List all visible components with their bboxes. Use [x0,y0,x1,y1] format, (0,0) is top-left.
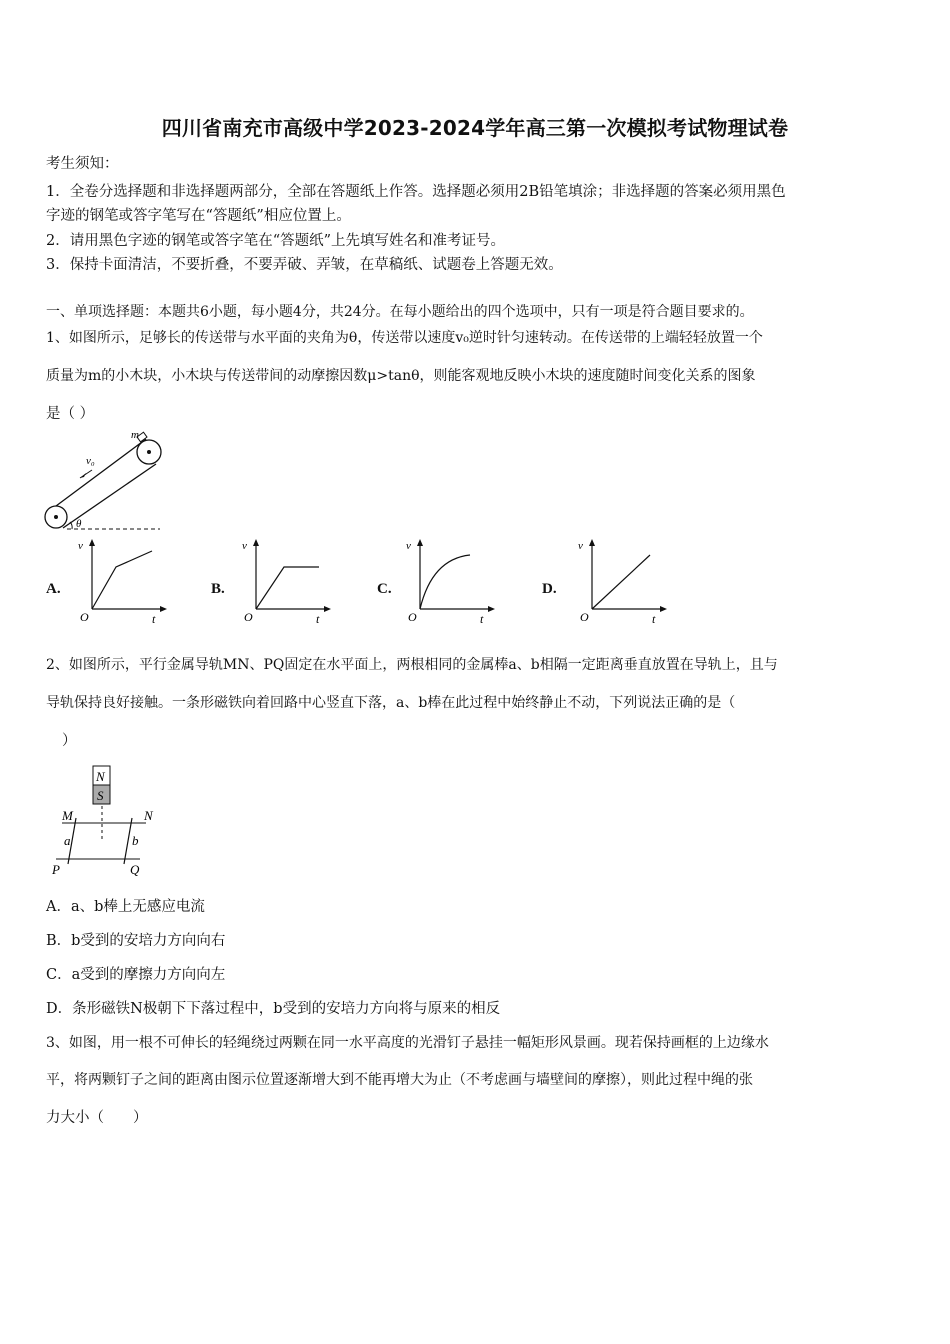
magnet-n-label: N [96,769,105,784]
option-d-graph [572,537,672,627]
choice-d: D．条形磁铁N极朝下下落过程中，b受到的安培力方向将与原来的相反 [46,1001,501,1017]
question-2-line: 导轨保持良好接触。一条形磁铁向着回路中心竖直下落，a、b棒在此过程中始终静止不动，下列说法正确的是（ [46,695,736,711]
angle-label: θ [76,518,82,530]
notice-line: 3．保持卡面清洁，不要折叠，不要弄破、弄皱，在草稿纸、试题卷上答题无效。 [46,257,563,273]
question-1-line: 是（ ） [46,406,95,422]
option-a-graph [72,537,172,627]
question-3-line: 3、如图，用一根不可伸长的轻绳绕过两颗在同一水平高度的光滑钉子悬挂一幅矩形风景画。现若保持画框的上边缘水 [46,1035,769,1051]
notice-heading: 考生须知： [46,156,119,172]
axis-t-label: t [152,612,156,626]
notice-line: 字迹的钢笔或答字笔写在“答题纸”相应位置上。 [46,208,351,224]
section-heading: 一、单项选择题：本题共6小题，每小题4分，共24分。在每小题给出的四个选项中，只有一项是符合题目要求的。 [46,304,754,320]
rail-m-label: M [62,808,73,823]
rail-p-label: P [52,862,60,877]
option-b-label: B. [211,581,225,597]
rod-b-label: b [132,833,139,848]
rod-a-label: a [64,833,71,848]
magnet-rails-figure [48,762,168,882]
option-c-label: C. [377,581,392,597]
option-d-label: D. [542,581,557,597]
origin-label: O [244,610,253,624]
page-title: 四川省南充市高级中学2023-2024学年高三第一次模拟考试物理试卷 [161,116,789,140]
choice-a: A．a、b棒上无感应电流 [46,899,205,915]
choice-c: C．a受到的摩擦力方向向左 [46,967,226,983]
notice-line: 2．请用黑色字迹的钢笔或答字笔在“答题纸”上先填写姓名和准考证号。 [46,233,506,249]
axis-v-label: v [578,540,583,552]
origin-label: O [580,610,589,624]
mass-label: m [131,429,139,441]
question-1-line: 质量为m的小木块，小木块与传送带间的动摩擦因数μ>tanθ，则能客观地反映小木块的速度随时间变化关系的图象 [46,368,756,384]
magnet-s-label: S [97,788,104,803]
origin-label: O [408,610,417,624]
option-a-label: A. [46,581,61,597]
velocity-label: v₀ [86,455,95,467]
conveyor-belt-figure [40,428,170,538]
rail-n-label: N [144,808,153,823]
axis-t-label: t [316,612,320,626]
choice-b: B．b受到的安培力方向向右 [46,933,226,949]
axis-t-label: t [480,612,484,626]
question-1-line: 1、如图所示，足够长的传送带与水平面的夹角为θ，传送带以速度v₀逆时针匀速转动。在传送带的上端轻轻放置一个 [46,330,763,346]
question-2-line: 2、如图所示，平行金属导轨MN、PQ固定在水平面上，两根相同的金属棒a、b相隔一定距离垂直放置在导轨上，且与 [46,657,778,673]
option-c-graph [400,537,500,627]
axis-t-label: t [652,612,656,626]
axis-v-label: v [242,540,247,552]
rail-q-label: Q [130,862,140,877]
origin-label: O [80,610,89,624]
axis-v-label: v [406,540,411,552]
axis-v-label: v [78,540,83,552]
question-2-line: ） [62,733,77,749]
question-3-line: 平，将两颗钉子之间的距离由图示位置逐渐增大到不能再增大为止（不考虑画与墙壁间的摩擦），则此过程中绳的张 [46,1072,753,1088]
option-b-graph [236,537,336,627]
question-3-line: 力大小（ ） [46,1110,148,1126]
notice-line: 1．全卷分选择题和非选择题两部分，全部在答题纸上作答。选择题必须用2B铅笔填涂；非选择题的答案必须用黑色 [46,184,786,200]
